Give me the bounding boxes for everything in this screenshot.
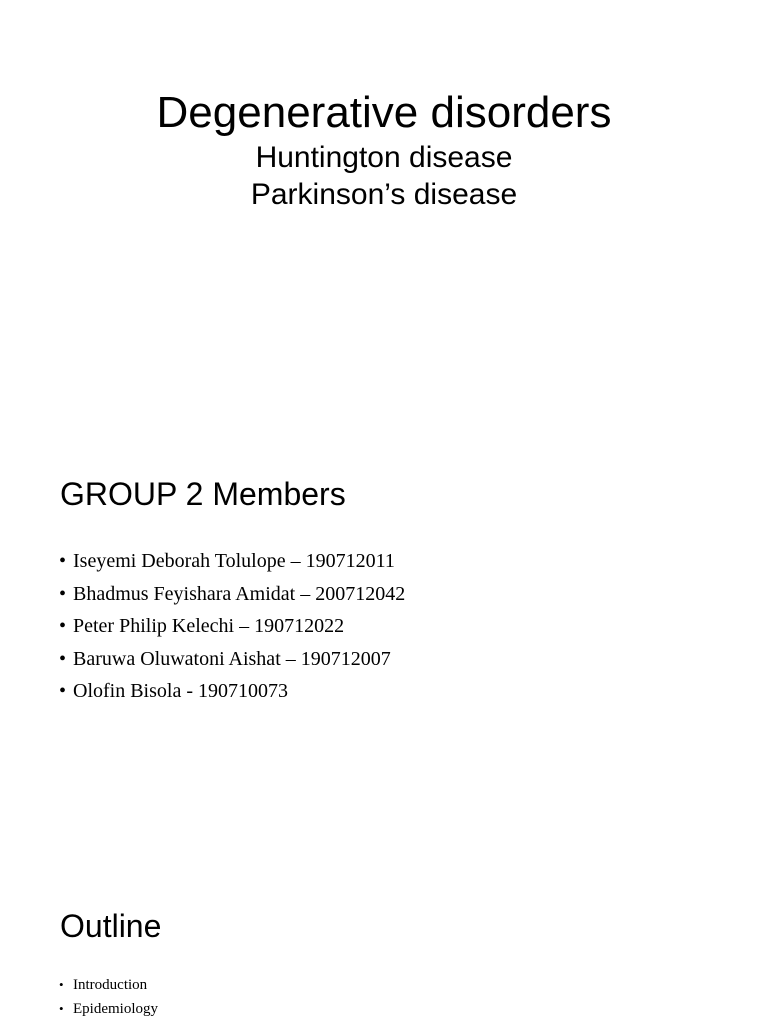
outline-text: Introduction <box>73 977 148 993</box>
members-heading: GROUP 2 Members <box>60 476 346 512</box>
member-text: Baruwa Oluwatoni Aishat – 190712007 <box>73 647 391 670</box>
slide-title: Degenerative disorders <box>156 88 612 137</box>
title-slide <box>0 0 768 440</box>
member-text: Peter Philip Kelechi – 190712022 <box>73 615 345 637</box>
bullet-icon: • <box>59 647 67 670</box>
member-text: Olofin Bisola - 190710073 <box>73 680 288 702</box>
subtitle-parkinsons: Parkinson’s disease <box>250 178 518 211</box>
list-item <box>59 974 158 998</box>
list-item <box>59 677 405 710</box>
list-item <box>59 580 405 613</box>
list-item <box>59 998 158 1022</box>
member-text: Bhadmus Feyishara Amidat – 200712042 <box>73 582 406 605</box>
bullet-icon: • <box>59 582 67 605</box>
list-item <box>59 547 405 580</box>
member-text: Iseyemi Deborah Tolulope – 190712011 <box>73 550 395 572</box>
bullet-icon: • <box>59 1001 64 1016</box>
members-list <box>59 547 405 710</box>
outline-heading: Outline <box>60 908 162 944</box>
bullet-icon: • <box>59 615 67 637</box>
list-item <box>59 645 405 678</box>
list-item <box>59 612 405 645</box>
bullet-icon: • <box>59 550 67 572</box>
outline-text: Epidemiology <box>73 1001 158 1017</box>
bullet-icon: • <box>59 977 64 992</box>
outline-list <box>59 974 158 1022</box>
bullet-icon: • <box>59 680 67 702</box>
subtitle-huntington: Huntington disease <box>255 141 513 174</box>
